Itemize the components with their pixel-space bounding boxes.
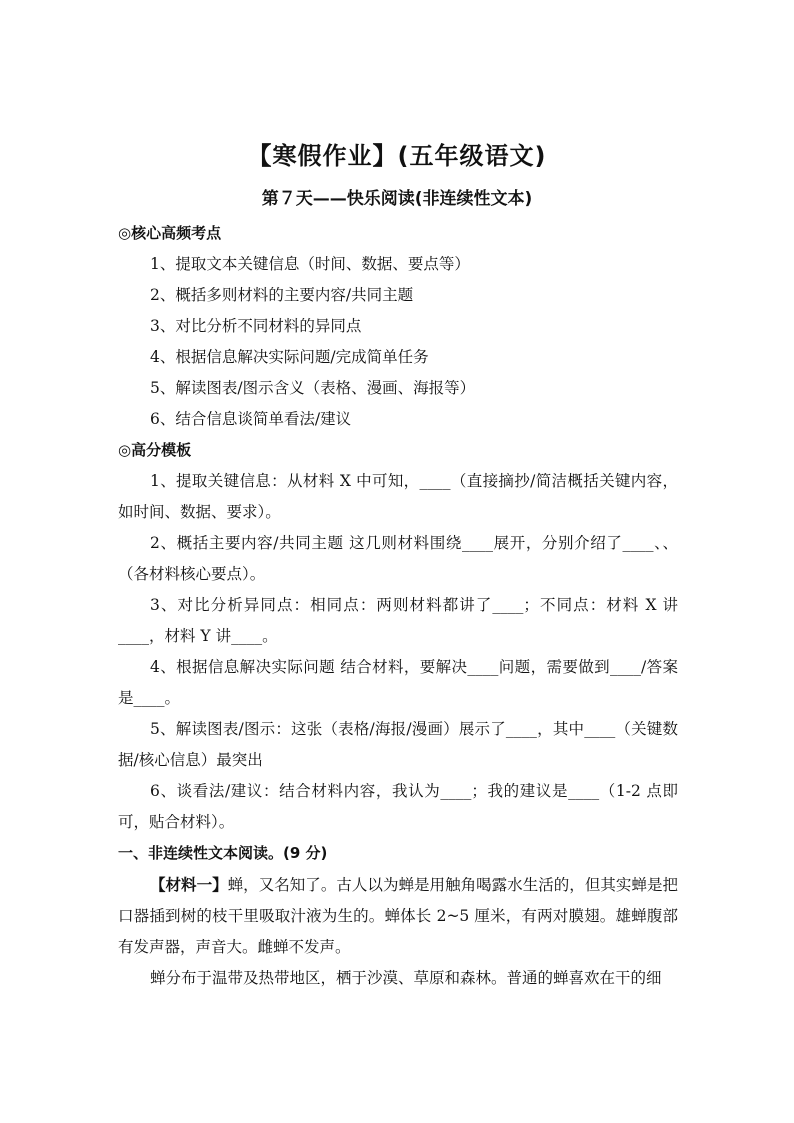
templates-heading: ◎高分模板 xyxy=(118,441,192,459)
page-title: 【寒假作业】(五年级语文) xyxy=(247,142,547,170)
page-subtitle: 第７天——快乐阅读(非连续性文本) xyxy=(261,189,533,209)
document-body xyxy=(118,218,678,994)
material-one-paragraph-2: 蝉分布于温带及热带地区，栖于沙漠、草原和森林。普通的蝉喜欢在干的细 xyxy=(150,969,662,987)
template-item: 1、提取关键信息：从材料 X 中可知，____（直接摘抄/简洁概括关键内容，如时间、数据、要求）。 xyxy=(118,472,678,521)
material-one-paragraph xyxy=(118,869,678,963)
core-point-item: 6、结合信息谈简单看法/建议 xyxy=(150,410,352,428)
core-point-item: 3、对比分析不同材料的异同点 xyxy=(150,317,362,335)
template-item: 2、概括主要内容/共同主题 这几则材料围绕____展开，分别介绍了____、、（各材料核心要点）。 xyxy=(118,534,678,583)
template-item: 4、根据信息解决实际问题 结合材料，要解决____问题，需要做到____/答案是____。 xyxy=(118,658,678,707)
core-points-heading: ◎核心高频考点 xyxy=(118,224,222,242)
material-one-text: 蝉，又名知了。古人以为蝉是用触角喝露水生活的，但其实蝉是把口器插到树的枝干里吸取汁液为生的。蝉体长 2~5 厘米，有两对膜翅。雄蝉腹部有发声器，声音大。雌蝉不发声。 xyxy=(118,876,678,956)
template-item: 5、解读图表/图示：这张（表格/海报/漫画）展示了____，其中____（关键数据/核心信息）最突出 xyxy=(118,720,678,769)
template-item: 3、对比分析异同点：相同点：两则材料都讲了____；不同点：材料 X 讲____，材料 Y 讲____。 xyxy=(118,596,678,645)
template-item: 6、谈看法/建议：结合材料内容，我认为____；我的建议是____（1-2 点即可，贴合材料）。 xyxy=(118,782,678,831)
material-one-label: 【材料一】 xyxy=(150,875,228,894)
core-point-item: 4、根据信息解决实际问题/完成简单任务 xyxy=(150,348,429,366)
core-point-item: 5、解读图表/图示含义（表格、漫画、海报等） xyxy=(150,379,476,397)
core-point-item: 2、概括多则材料的主要内容/共同主题 xyxy=(150,286,414,304)
section-one-heading: 一、非连续性文本阅读。(9 分) xyxy=(118,844,328,862)
core-point-item: 1、提取文本关键信息（时间、数据、要点等） xyxy=(150,255,470,273)
